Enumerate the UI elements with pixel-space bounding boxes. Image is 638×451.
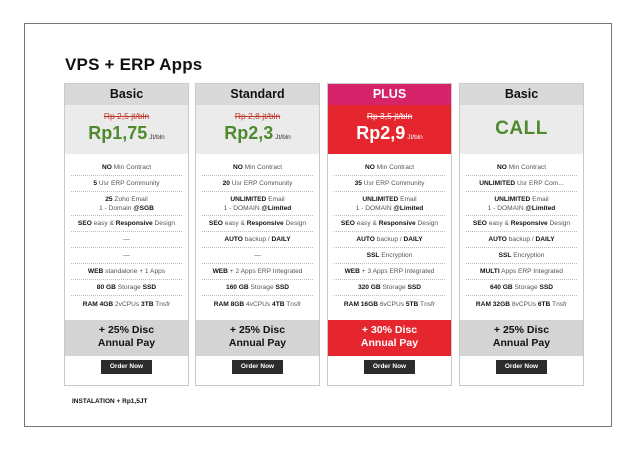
plan-card-plus [327, 83, 452, 386]
price [328, 123, 451, 144]
feature-ram: RAM 8GB 4vCPUs 4TB Tnsfr [213, 300, 302, 308]
discount-box: + 25% Disc Annual Pay [460, 320, 583, 356]
feature-backup: AUTO backup / DAILY [202, 232, 313, 248]
price-unit: Jt/bln [407, 134, 423, 141]
feature-web: MULTI Apps ERP Integrated [466, 264, 577, 280]
page-title: VPS + ERP Apps [65, 55, 203, 74]
feature-list [328, 154, 451, 312]
old-price: Rp 2,5 jt/bln [103, 111, 150, 121]
old-price: Rp 3,5 jt/bln [366, 111, 413, 121]
feature-storage: 320 GB Storage SSD [334, 280, 445, 296]
feature-contract: NO Min Contract [202, 160, 313, 176]
feature-ram: RAM 16GB 6vCPUs 5TB Tnsfr [343, 300, 436, 308]
feature-backup: AUTO backup / DAILY [466, 232, 577, 248]
price-area [460, 105, 583, 154]
feature-ram: RAM 32GB 8vCPUs 6TB Tnsfr [475, 300, 568, 308]
discount-box: + 25% Disc Annual Pay [65, 320, 188, 356]
feature-users: 35 Usr ERP Community [334, 176, 445, 192]
feature-email: UNLIMITED Email 1 - DOMAIN @Limited [466, 192, 577, 216]
plan-name: Basic [65, 84, 188, 105]
feature-contract: NO Min Contract [466, 160, 577, 176]
price-unit: Jt/bln [149, 134, 165, 141]
feature-seo: SEO easy & Responsive Design [334, 216, 445, 232]
price-value: Rp2,3 [224, 123, 274, 143]
feature-storage: 160 GB Storage SSD [202, 280, 313, 296]
order-now-button[interactable]: Order Now [364, 360, 415, 374]
order-now-button[interactable]: Order Now [232, 360, 283, 374]
feature-ram: RAM 4GB 2vCPUs 3TB Tnsfr [82, 300, 171, 308]
feature-users: UNLIMITED Usr ERP Com... [466, 176, 577, 192]
feature-contract: NO Min Contract [334, 160, 445, 176]
feature-backup: AUTO backup / DAILY [334, 232, 445, 248]
feature-seo: SEO easy & Responsive Design [466, 216, 577, 232]
installation-note: INSTALATION + Rp1,5JT [72, 398, 148, 405]
feature-seo: SEO easy & Responsive Design [71, 216, 182, 232]
plan-name: PLUS [328, 84, 451, 105]
price [196, 123, 319, 144]
feature-users: 5 Usr ERP Community [71, 176, 182, 192]
plan-name: Standard [196, 84, 319, 105]
discount-box: + 25% Disc Annual Pay [196, 320, 319, 356]
feature-list [196, 154, 319, 312]
feature-web: WEB + 3 Apps ERP Integrated [334, 264, 445, 280]
feature-web: WEB standalone + 1 Apps [71, 264, 182, 280]
price-unit: Jt/bln [275, 134, 291, 141]
feature-contract: NO Min Contract [71, 160, 182, 176]
feature-storage: 640 GB Storage SSD [466, 280, 577, 296]
feature-list [65, 154, 188, 312]
old-price: Rp 2,8 jt/bln [234, 111, 281, 121]
order-now-button[interactable]: Order Now [496, 360, 547, 374]
plan-name: Basic [460, 84, 583, 105]
feature-email: UNLIMITED Email 1 - DOMAIN @Limited [202, 192, 313, 216]
feature-ssl: SSL Encryption [334, 248, 445, 264]
feature-storage: 80 GB Storage SSD [71, 280, 182, 296]
feature-email: UNLIMITED Email 1 - DOMAIN @Limited [334, 192, 445, 216]
feature-ssl: — [71, 248, 182, 264]
price-area [328, 105, 451, 154]
discount-box: + 30% Disc Annual Pay [328, 320, 451, 356]
plan-card-call [459, 83, 584, 386]
plan-card-basic [64, 83, 189, 386]
feature-list [460, 154, 583, 312]
order-now-button[interactable]: Order Now [101, 360, 152, 374]
feature-ssl: — [202, 248, 313, 264]
price-value: Rp2,9 [356, 123, 406, 143]
feature-seo: SEO easy & Responsive Design [202, 216, 313, 232]
plan-card-standard [195, 83, 320, 386]
price [65, 123, 188, 144]
price-value: Rp1,75 [88, 123, 148, 143]
feature-web: WEB + 2 Apps ERP Integrated [202, 264, 313, 280]
feature-users: 20 Usr ERP Community [202, 176, 313, 192]
price-value: CALL [495, 118, 548, 139]
price-area [196, 105, 319, 154]
price-area [65, 105, 188, 154]
feature-ssl: SSL Encryption [466, 248, 577, 264]
feature-email: 25 Zoho Email 1 - Domain @SGB [71, 192, 182, 216]
feature-backup: — [71, 232, 182, 248]
